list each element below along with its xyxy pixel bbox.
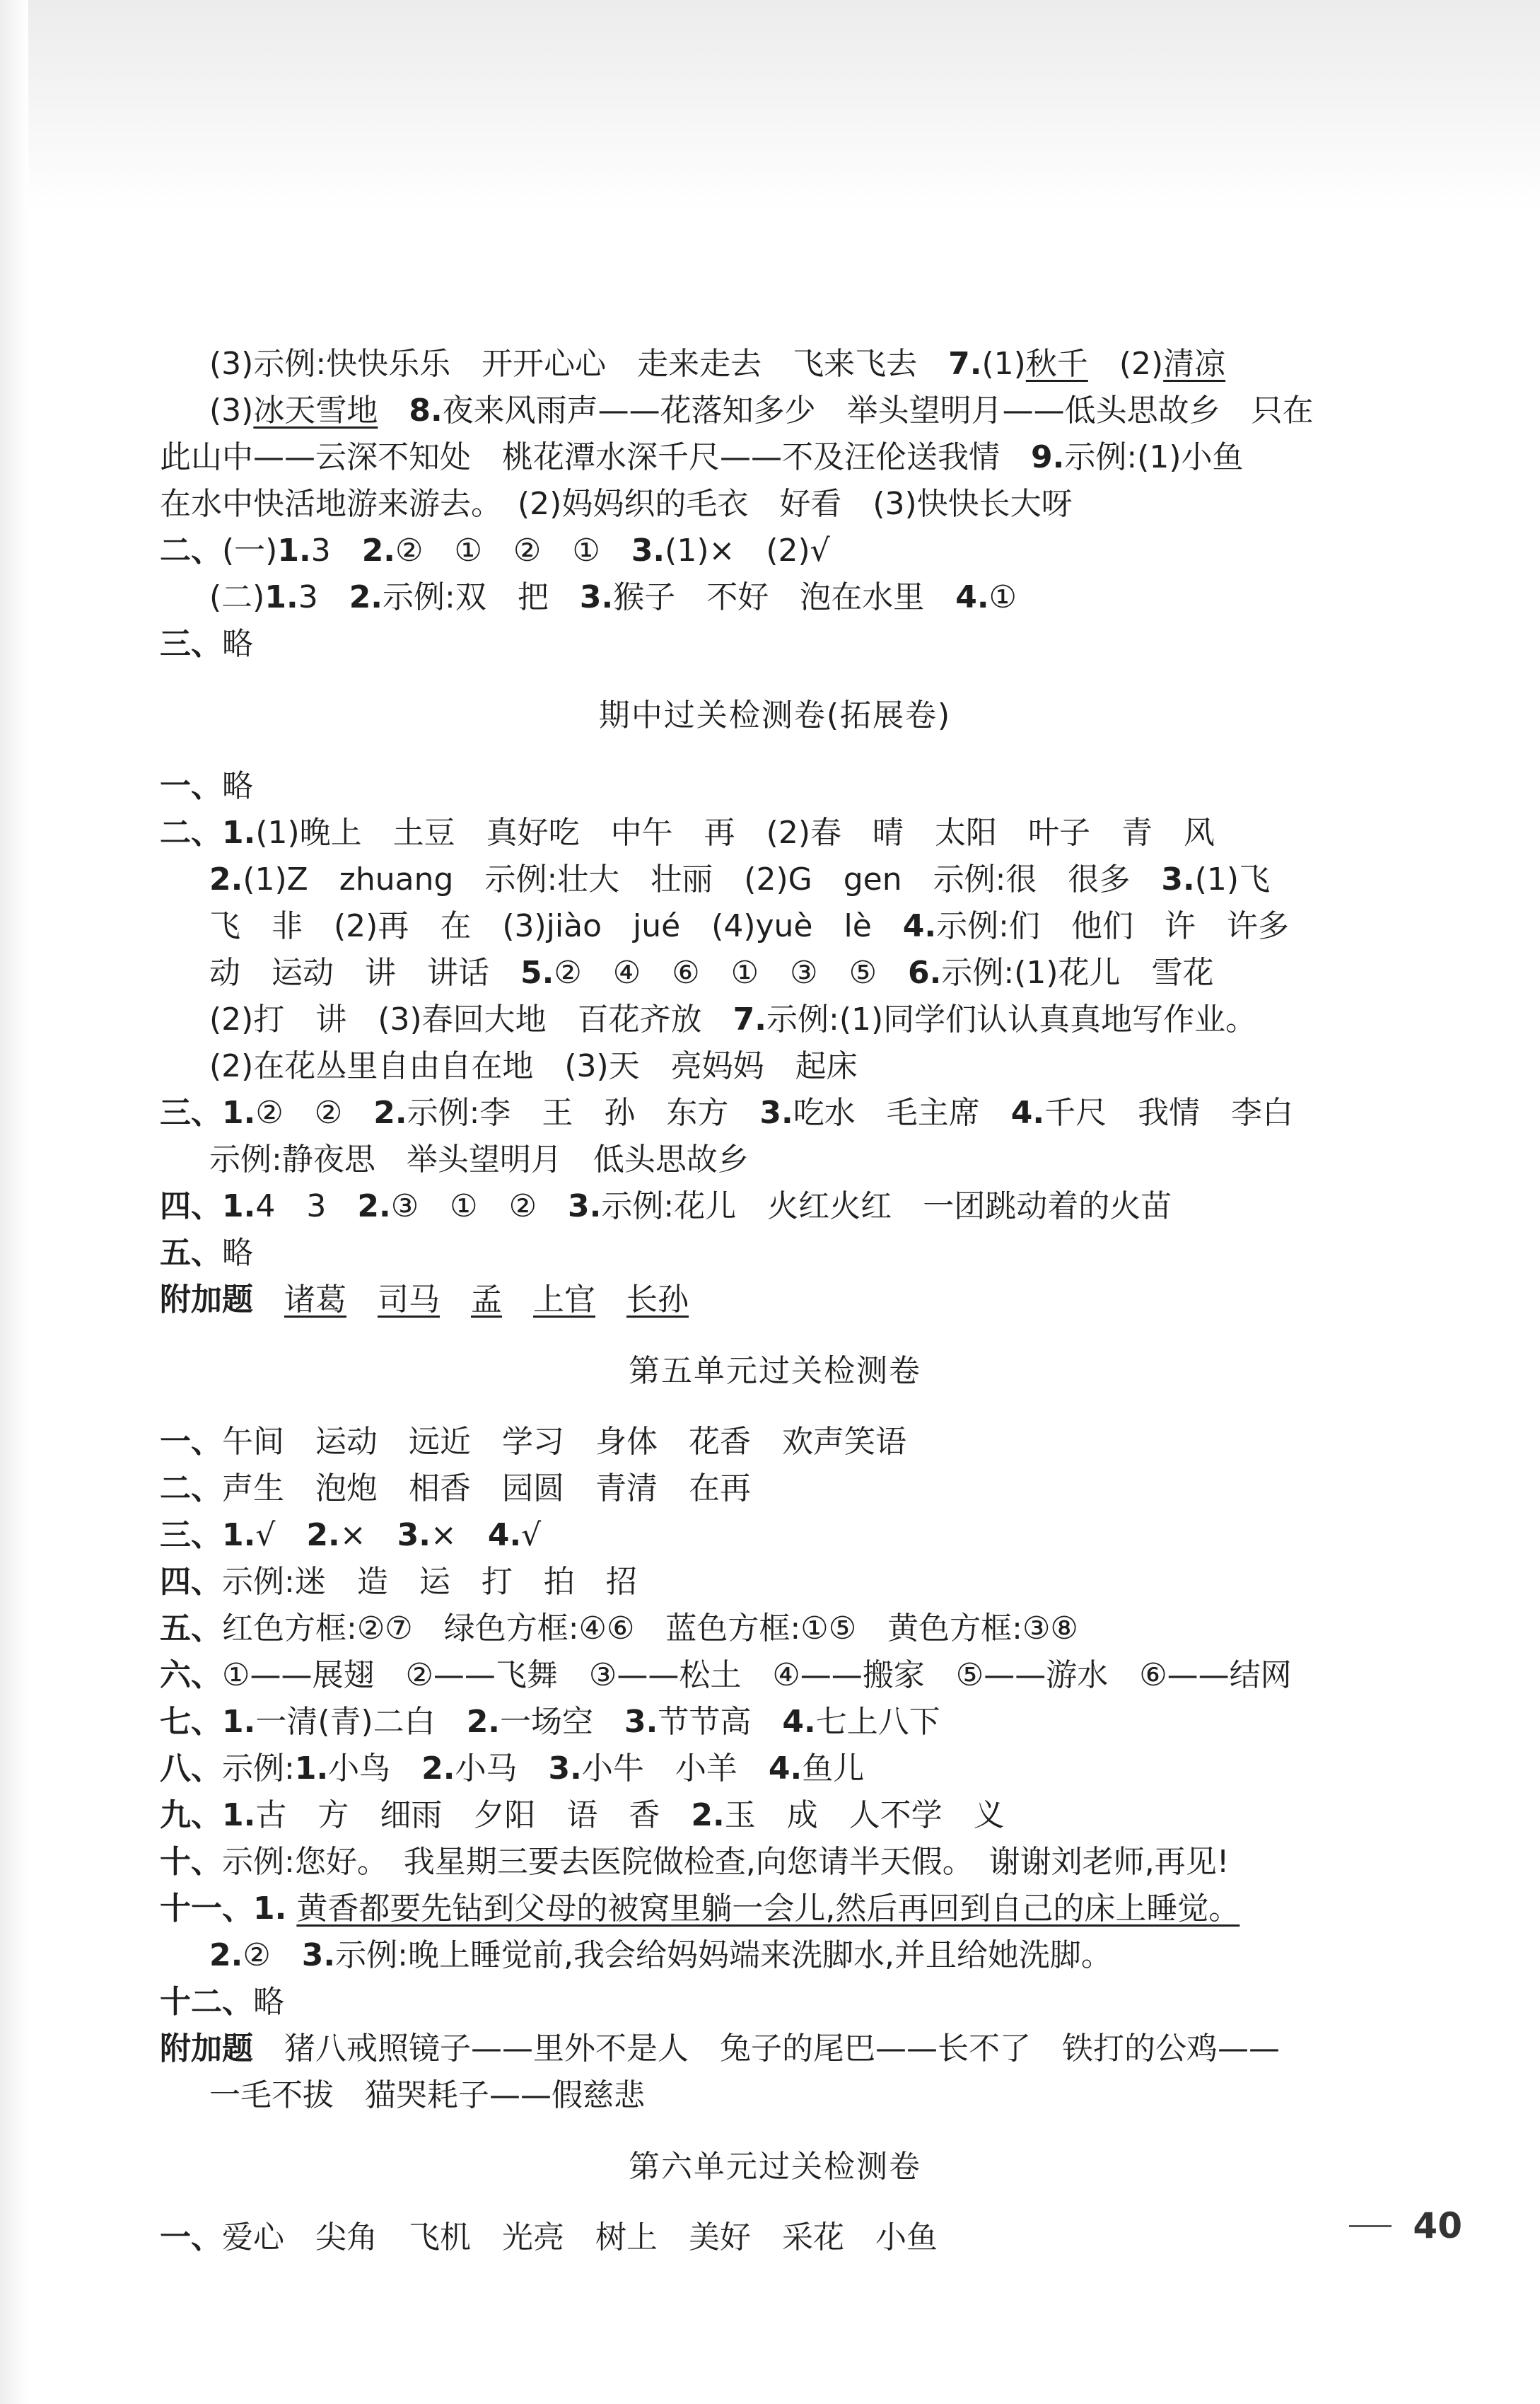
scan-shadow-left — [0, 0, 28, 2404]
answer-text: 夜来风雨声——花落知多少 举头望明月——低头思故乡 只在 — [442, 393, 1314, 429]
answer-text: ③ ① ② — [390, 1188, 568, 1224]
answer-line — [160, 574, 1390, 621]
answer-text: ①——展翅 ②——飞舞 ③——松土 ④——搬家 ⑤——游水 ⑥——结网 — [222, 1657, 1292, 1693]
item-number: 一、 — [160, 1424, 222, 1460]
answer-text: 略 — [222, 626, 253, 662]
item-number: 3. — [1161, 861, 1195, 898]
answer-text: (2)打 讲 (3)春回大地 百花齐放 — [209, 1001, 733, 1038]
answer-text: (3)示例:快快乐乐 开开心心 走来走去 飞来飞去 — [209, 346, 949, 382]
underlined-answer: 孟 — [471, 1282, 502, 1318]
answer-text: 略 — [222, 1235, 253, 1271]
answer-text: 在水中快活地游来游去。 (2)妈妈织的毛衣 好看 (3)快快长大呀 — [160, 486, 1073, 522]
answer-text: 示例:花儿 火红火红 一团跳动着的火苗 — [601, 1188, 1172, 1224]
answer-text: (2)在花丛里自由自在地 (3)天 亮妈妈 起床 — [209, 1048, 858, 1084]
answer-text: 期中过关检测卷(拓展卷) — [598, 697, 952, 733]
answer-text — [346, 1277, 378, 1323]
answer-line — [160, 1277, 1390, 1323]
answer-text: (1)Z zhuang 示例:壮大 壮丽 (2)G gen 示例:很 很多 — [243, 861, 1162, 898]
item-number: 八、 — [160, 1750, 222, 1787]
answer-line — [160, 810, 1390, 857]
item-number: 1. — [277, 533, 311, 569]
item-number: 3. — [548, 1750, 582, 1787]
answer-line — [160, 2026, 1390, 2072]
answer-text: 一场空 — [500, 1704, 625, 1740]
answer-text: 示例:静夜思 举头望明月 低头思故乡 — [209, 1142, 749, 1178]
answer-text: ② — [243, 1937, 302, 1973]
item-number: 十、 — [160, 1844, 222, 1880]
answer-text: 声生 泡炮 相香 园圆 青清 在再 — [222, 1470, 751, 1506]
answer-text: 鱼儿 — [802, 1750, 865, 1787]
answer-text: ② ① ② ① — [395, 533, 631, 569]
item-number: 十二、 — [160, 1984, 253, 2020]
item-number: 五、 — [160, 1610, 222, 1647]
answer-text: 飞 非 (2)再 在 (3)jiào jué (4)yuè lè — [209, 908, 903, 944]
item-number: 九、 — [160, 1797, 222, 1833]
section-title — [160, 2119, 1390, 2214]
answer-line — [160, 1932, 1390, 1979]
underlined-answer: 清凉 — [1163, 346, 1226, 382]
answer-text: ② ④ ⑥ ① ③ ⑤ — [554, 955, 909, 991]
item-number: 一、 — [160, 768, 222, 804]
answer-line — [160, 1183, 1390, 1230]
item-number: 四、 — [160, 1188, 222, 1224]
answer-text: 猪八戒照镜子——里外不是人 兔子的尾巴——长不了 铁打的公鸡—— — [253, 2031, 1280, 2067]
answer-text: 玉 成 人不学 义 — [724, 1797, 1005, 1833]
answer-line — [160, 1230, 1390, 1277]
answer-text: ② ② — [255, 1095, 374, 1131]
answer-text: 示例:迷 造 运 打 拍 招 — [222, 1564, 637, 1600]
answer-line — [160, 950, 1390, 997]
section-title — [160, 668, 1390, 763]
answer-text: 第六单元过关检测卷 — [629, 2149, 921, 2185]
answer-text: 古 方 细雨 夕阳 语 香 — [255, 1797, 692, 1833]
answer-text: 3 — [310, 533, 362, 569]
answer-line — [160, 1465, 1390, 1512]
answer-line — [160, 1043, 1390, 1090]
answer-line — [160, 1652, 1390, 1699]
answer-line — [160, 763, 1390, 810]
item-number: 三、 — [160, 1517, 222, 1553]
answer-line — [160, 1559, 1390, 1605]
answer-line — [160, 1792, 1390, 1839]
answer-line — [160, 2214, 1390, 2261]
item-number: 四、 — [160, 1564, 222, 1600]
answer-line — [160, 1746, 1390, 1792]
answer-line — [160, 388, 1390, 434]
answer-line — [160, 1979, 1390, 2026]
item-number: 3. — [579, 579, 614, 615]
footer-rule — [1349, 2225, 1392, 2227]
item-number: 五、 — [160, 1235, 222, 1271]
answer-text — [378, 388, 409, 434]
answer-line — [160, 621, 1390, 668]
item-number: 4. — [782, 1704, 816, 1740]
item-number: 1. — [222, 1188, 256, 1224]
underlined-answer: 冰天雪地 — [253, 393, 378, 429]
answer-text: 示例:李 王 孙 东方 — [407, 1095, 760, 1131]
item-number: 2. — [466, 1704, 501, 1740]
item-number: 3. — [759, 1095, 793, 1131]
answer-line — [160, 997, 1390, 1043]
item-number: 4. — [487, 1517, 522, 1553]
answer-text: 七上八下 — [815, 1704, 940, 1740]
item-number: 七、 — [160, 1704, 222, 1740]
answer-line — [160, 1419, 1390, 1465]
answer-text: 小马 — [455, 1750, 549, 1787]
answer-text: 爱心 尖角 飞机 光亮 树上 美好 采花 小鱼 — [222, 2219, 938, 2255]
answer-text: 3 — [298, 579, 349, 615]
answer-text: (2) — [1087, 346, 1164, 382]
underlined-answer: 秋千 — [1025, 346, 1088, 382]
answer-line — [160, 1605, 1390, 1652]
item-number: 1. — [222, 1797, 256, 1833]
answer-text: (3) — [209, 393, 254, 429]
answer-line — [160, 341, 1390, 388]
answer-text: 示例:双 把 — [383, 579, 580, 615]
answer-line — [160, 1137, 1390, 1183]
answer-text: 一清(青)二白 — [255, 1704, 467, 1740]
item-number: 三、 — [160, 626, 222, 662]
scan-shadow-top — [0, 0, 1540, 212]
item-number: 1. — [222, 1704, 256, 1740]
answer-text: (1) — [981, 346, 1026, 382]
answer-line — [160, 857, 1390, 903]
page-number: 40 — [1413, 2205, 1462, 2246]
item-number: 3. — [301, 1937, 336, 1973]
answer-line — [160, 1090, 1390, 1137]
answer-line — [160, 1512, 1390, 1559]
item-number: 二、 — [160, 815, 222, 851]
answer-line — [160, 481, 1390, 528]
item-number: 3. — [397, 1517, 431, 1553]
item-number: 4. — [768, 1750, 803, 1787]
item-number: 2. — [357, 1188, 391, 1224]
answer-text: √ — [255, 1517, 307, 1553]
item-number: 9. — [1031, 439, 1065, 475]
underlined-answer: 上官 — [533, 1282, 595, 1318]
item-number: 2. — [209, 861, 243, 898]
section-title — [160, 1323, 1390, 1419]
item-number: 1. — [253, 1891, 287, 1927]
item-number: 附加题 — [160, 1282, 253, 1318]
item-number: 2. — [209, 1937, 243, 1973]
answer-key-content — [160, 341, 1390, 2261]
answer-text: 第五单元过关检测卷 — [629, 1353, 921, 1389]
answer-line — [160, 1839, 1390, 1886]
item-number: 2. — [373, 1095, 407, 1131]
item-number: 2. — [349, 579, 383, 615]
answer-text: 午间 运动 远近 学习 身体 花香 欢声笑语 — [222, 1424, 906, 1460]
item-number: 1. — [222, 815, 256, 851]
answer-text: 此山中——云深不知处 桃花潭水深千尺——不及汪伦送我情 — [160, 439, 1031, 475]
answer-line — [160, 1699, 1390, 1746]
item-number: 4. — [902, 908, 937, 944]
underlined-answer: 司马 — [378, 1282, 440, 1318]
answer-text: × — [430, 1517, 488, 1553]
item-number: 7. — [948, 346, 982, 382]
answer-text: 千尺 我情 李白 — [1044, 1095, 1294, 1131]
underlined-answer: 黄香都要先钻到父母的被窝里躺一会儿,然后再回到自己的床上睡觉。 — [296, 1891, 1240, 1927]
answer-text: √ — [521, 1517, 542, 1553]
answer-text: 一毛不拔 猫哭耗子——假慈悲 — [209, 2077, 645, 2113]
item-number: 4. — [955, 579, 989, 615]
item-number: 3. — [631, 533, 665, 569]
item-number: 4. — [1010, 1095, 1045, 1131]
answer-text: 略 — [253, 1984, 284, 2020]
answer-line — [160, 2072, 1390, 2119]
item-number: 一、 — [160, 2219, 222, 2255]
answer-text — [253, 1277, 284, 1323]
item-number: 1. — [222, 1095, 256, 1131]
answer-text: 示例:(1)花儿 雪花 — [941, 955, 1214, 991]
item-number: 附加题 — [160, 2031, 253, 2067]
item-number: 7. — [733, 1001, 766, 1038]
item-number: 二、 — [160, 533, 222, 569]
underlined-answer: 长孙 — [626, 1282, 689, 1318]
answer-text — [595, 1277, 626, 1323]
item-number: 1. — [222, 1517, 256, 1553]
answer-line — [160, 434, 1390, 481]
answer-text: 小牛 小羊 — [581, 1750, 769, 1787]
answer-text: 示例:您好。 我星期三要去医院做检查,向您请半天假。 谢谢刘老师,再见! — [222, 1844, 1230, 1880]
item-number: 2. — [691, 1797, 725, 1833]
item-number: 2. — [361, 533, 396, 569]
answer-text: 吃水 毛主席 — [793, 1095, 1011, 1131]
answer-text — [440, 1277, 471, 1323]
item-number: 6. — [908, 955, 942, 991]
answer-text: (1)飞 — [1194, 861, 1271, 898]
item-number: 2. — [421, 1750, 455, 1787]
item-number: 1. — [294, 1750, 329, 1787]
answer-text: 示例:(1)小鱼 — [1064, 439, 1244, 475]
item-number: 十一、 — [160, 1891, 253, 1927]
answer-text: ① — [988, 579, 1017, 615]
answer-line — [160, 903, 1390, 950]
answer-line — [160, 528, 1390, 574]
item-number: 8. — [409, 393, 443, 429]
item-number: 3. — [568, 1188, 602, 1224]
answer-text: 示例:晚上睡觉前,我会给妈妈端来洗脚水,并且给她洗脚。 — [335, 1937, 1112, 1973]
answer-text: 4 3 — [255, 1188, 358, 1224]
item-number: 三、 — [160, 1095, 222, 1131]
item-number: 二、 — [160, 1470, 222, 1506]
item-number: 5. — [520, 955, 554, 991]
answer-text: 示例: — [222, 1750, 295, 1787]
item-number: 2. — [306, 1517, 340, 1553]
answer-text: 节节高 — [658, 1704, 783, 1740]
item-number: 六、 — [160, 1657, 222, 1693]
item-number: 3. — [624, 1704, 658, 1740]
answer-line — [160, 1886, 1390, 1932]
answer-text: 略 — [222, 768, 253, 804]
answer-text: 猴子 不好 泡在水里 — [613, 579, 956, 615]
answer-text: 动 运动 讲 讲话 — [209, 955, 520, 991]
answer-text: 小鸟 — [328, 1750, 422, 1787]
answer-text: × — [339, 1517, 397, 1553]
answer-text: (二) — [209, 579, 265, 615]
answer-text — [502, 1277, 533, 1323]
answer-text: 红色方框:②⑦ 绿色方框:④⑥ 蓝色方框:①⑤ 黄色方框:③⑧ — [222, 1610, 1078, 1647]
item-number: 1. — [264, 579, 298, 615]
answer-text: (1)晚上 土豆 真好吃 中午 再 (2)春 晴 太阳 叶子 青 风 — [255, 815, 1215, 851]
underlined-answer: 诸葛 — [284, 1282, 346, 1318]
answer-text: (1)× (2)√ — [665, 533, 830, 569]
answer-text — [286, 1886, 296, 1932]
page-footer — [1349, 2205, 1462, 2246]
answer-text: (一) — [222, 533, 278, 569]
answer-text: 示例:(1)同学们认认真真地写作业。 — [766, 1001, 1257, 1038]
answer-text: 示例:们 他们 许 许多 — [936, 908, 1289, 944]
